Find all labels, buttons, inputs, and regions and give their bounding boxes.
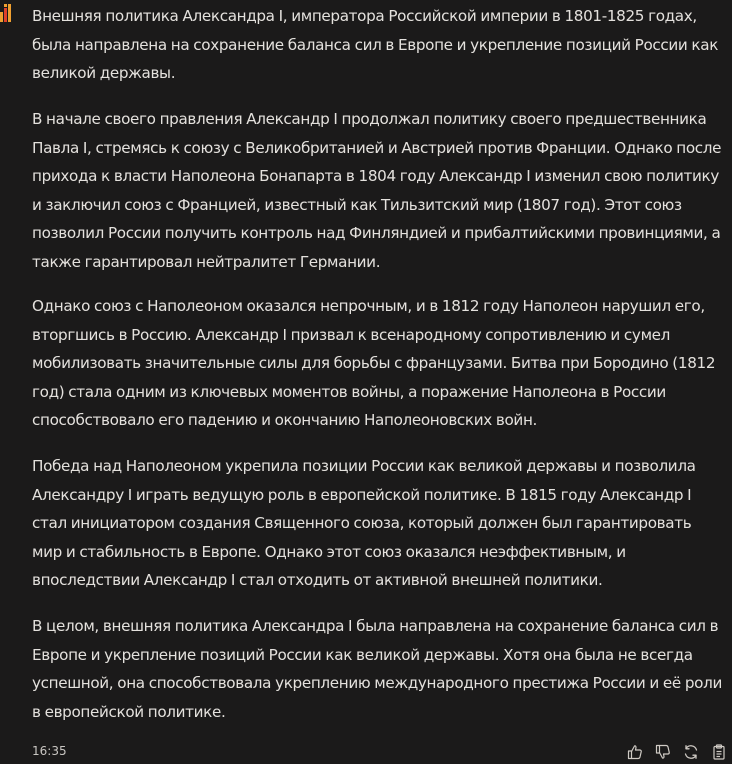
message-paragraph: В целом, внешняя политика Александра I была направлена на сохранение баланса сил в Европе и укрепление позиций России как великой державы. Хотя она была не всегда успешной, она способствовала укреплению международного престижа России и её роли в европейской политике. xyxy=(32,617,722,721)
message-paragraph: Победа над Наполеоном укрепила позиции России как великой державы и позволила Александру I играть ведущую роль в европейской политике. В 1815 году Александр I стал инициатором создания Священного союза, который должен был гарантировать мир и стабильность в Европе. Однако этот союз оказался неэффективным, и впоследствии Александр I стал отходить от активной внешней политики. xyxy=(32,457,696,589)
message-paragraph: Однако союз с Наполеоном оказался непрочным, и в 1812 году Наполеон нарушил его, вторгшись в Россию. Александр I призвал к всенародному сопротивлению и сумел мобилизовать значительные силы для борьбы с французами. Битва при Бородино (1812 год) стала одним из ключевых моментов войны, а поражение Наполеона в России способствовало его падению и окончанию Наполеоновских войн. xyxy=(32,297,716,429)
thumbs-up-button[interactable] xyxy=(625,742,644,761)
copy-button[interactable] xyxy=(709,742,728,761)
copy-icon xyxy=(711,744,727,760)
thumbs-up-icon xyxy=(627,744,643,760)
message-footer xyxy=(32,742,728,762)
message-paragraph: В начале своего правления Александр I продолжал политику своего предшественника Павла I, стремясь к союзу с Великобританией и Австрией против Франции. Однако после прихода к власти Наполеона Бонапарта в 1804 году Александр I изменил свою политику и заключил союз с Францией, известный как Тильзитский мир (1807 год). Этот союз позволил России получить контроль над Финляндией и прибалтийскими провинциями, а также гарантировал нейтралитет Германии. xyxy=(32,110,722,271)
regenerate-icon xyxy=(683,744,699,760)
thumbs-down-icon xyxy=(655,744,671,760)
thumbs-down-button[interactable] xyxy=(653,742,672,761)
message-actions xyxy=(625,742,728,761)
message-timestamp: 16:35 xyxy=(32,744,67,758)
message-paragraph: Внешняя политика Александра I, императора Российской империи в 1801-1825 годах, была направлена на сохранение баланса сил в Европе и укрепление позиций России как великой державы. xyxy=(32,7,719,82)
assistant-avatar-icon xyxy=(0,4,12,22)
regenerate-button[interactable] xyxy=(681,742,700,761)
